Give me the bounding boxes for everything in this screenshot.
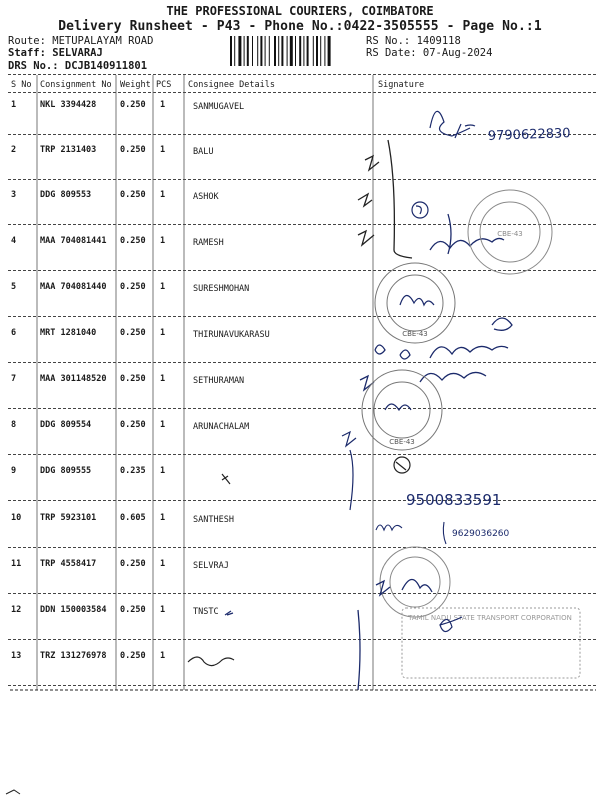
- row-weight: 0.250: [120, 559, 146, 569]
- row-sno: 4: [11, 236, 17, 246]
- row-pcs: 1: [160, 420, 166, 430]
- transport-stamp-text: TAMIL NADU STATE TRANSPORT CORPORATION: [408, 614, 572, 622]
- row-consignee: TNSTC: [193, 607, 219, 617]
- row-consignee: SURESHMOHAN: [193, 284, 250, 294]
- signature-row-1: [430, 111, 475, 138]
- row-pcs: 1: [160, 374, 166, 384]
- rs-date: RS Date: 07-Aug-2024: [366, 47, 493, 59]
- handwritten-phone-row1: 9790622830: [487, 126, 571, 144]
- row-weight: 0.250: [120, 100, 146, 110]
- row-consignment-no: DDG 809554: [40, 420, 92, 430]
- row-sno: 11: [11, 559, 22, 569]
- row-weight: 0.250: [120, 328, 146, 338]
- row-consignment-no: TRP 4558417: [40, 559, 97, 569]
- row-consignment-no: TRP 2131403: [40, 145, 97, 155]
- staff-label: Staff: SELVARAJ: [8, 47, 103, 59]
- signature-row-5: [400, 295, 434, 305]
- row-sno: 10: [11, 513, 22, 523]
- row-sno: 3: [11, 190, 17, 200]
- row-weight: 0.250: [120, 145, 146, 155]
- row-weight: 0.250: [120, 605, 146, 615]
- row-sno: 1: [11, 100, 17, 110]
- row-consignee: SELVRAJ: [193, 561, 229, 571]
- row-sno: 8: [11, 420, 17, 430]
- row-consignment-no: MAA 301148520: [40, 374, 107, 384]
- row-weight: 0.250: [120, 374, 146, 384]
- signature-row-7: [360, 372, 486, 390]
- stamp-cbe-label-3: CBE-43: [389, 438, 415, 446]
- row-pcs: 1: [160, 466, 166, 476]
- row-consignee: BALU: [193, 147, 214, 157]
- row-pcs: 1: [160, 236, 166, 246]
- row-sno: 2: [11, 145, 17, 155]
- row-weight: 0.250: [120, 190, 146, 200]
- row-weight: 0.250: [120, 651, 146, 661]
- stamp-cbe-label-2: CBE-43: [402, 330, 428, 338]
- col-pcs-header: PCS: [156, 80, 172, 90]
- handwritten-phone-row9: 9500833591: [406, 491, 502, 509]
- row-consignee: ASHOK: [193, 192, 219, 202]
- row-consignee: ARUNACHALAM: [193, 422, 250, 432]
- row-consignment-no: DDG 809555: [40, 466, 92, 476]
- col-consignment-header: Consignment No: [40, 80, 112, 90]
- row-consignment-no: TRP 5923101: [40, 513, 97, 523]
- signature-row-9: [222, 457, 410, 484]
- row-pcs: 1: [160, 100, 166, 110]
- row-pcs: 1: [160, 145, 166, 155]
- row-consignee: SANMUGAVEL: [193, 102, 245, 112]
- row-consignment-no: DDN 150003584: [40, 605, 107, 615]
- row-weight: 0.250: [120, 282, 146, 292]
- row-sno: 7: [11, 374, 17, 384]
- row-pcs: 1: [160, 190, 166, 200]
- row-pcs: 1: [160, 513, 166, 523]
- row-sno: 6: [11, 328, 17, 338]
- row-sno: 13: [11, 651, 22, 661]
- row-pcs: 1: [160, 559, 166, 569]
- row-consignee: SETHURAMAN: [193, 376, 245, 386]
- runsheet-subtitle: Delivery Runsheet - P43 - Phone No.:0422-3505555 - Page No.:1: [58, 19, 542, 34]
- col-consignee-header: Consignee Details: [188, 80, 275, 90]
- col-weight-header: Weight: [120, 80, 151, 90]
- row-pcs: 1: [160, 282, 166, 292]
- row-pcs: 1: [160, 328, 166, 338]
- row-weight: 0.235: [120, 466, 146, 476]
- handwritten-phone-row10: 9629036260: [452, 529, 510, 539]
- signature-row-3: [412, 202, 428, 218]
- row-consignee: THIRUNAVUKARASU: [193, 330, 270, 340]
- spinning-mill-stamp-4: [380, 547, 450, 617]
- signature-row-13: [188, 657, 234, 666]
- row-pcs: 1: [160, 605, 166, 615]
- row-consignment-no: DDG 809553: [40, 190, 92, 200]
- row-consignment-no: MRT 1281040: [40, 328, 97, 338]
- row-pcs: 1: [160, 651, 166, 661]
- row-sno: 9: [11, 466, 17, 476]
- route-label: Route: METUPALAYAM ROAD: [8, 35, 154, 47]
- row-consignee: SANTHESH: [193, 515, 234, 525]
- row-weight: 0.250: [120, 420, 146, 430]
- col-signature-header: Signature: [378, 80, 425, 90]
- drs-number: DRS No.: DCJB140911801: [8, 60, 148, 72]
- row-consignment-no: MAA 704081441: [40, 236, 107, 246]
- row-consignment-no: NKL 3394428: [40, 100, 97, 110]
- company-title: THE PROFESSIONAL COURIERS, COIMBATORE: [166, 4, 434, 18]
- row-weight: 0.250: [120, 236, 146, 246]
- signature-row-11: [358, 579, 432, 690]
- row-consignment-no: TRZ 131276978: [40, 651, 107, 661]
- signature-row-10: [376, 522, 446, 544]
- row-consignee: RAMESH: [193, 238, 224, 248]
- col-sno-header: S No: [11, 80, 32, 90]
- stamp-cbe-label-1: CBE-43: [497, 230, 523, 238]
- signature-row-2-4: [358, 140, 412, 258]
- rs-number: RS No.: 1409118: [366, 35, 461, 47]
- page-edge-marks: [6, 690, 596, 794]
- row-sno: 5: [11, 282, 17, 292]
- row-sno: 12: [11, 605, 22, 615]
- row-consignment-no: MAA 704081440: [40, 282, 107, 292]
- row-weight: 0.605: [120, 513, 146, 523]
- signature-row-4: [430, 214, 504, 254]
